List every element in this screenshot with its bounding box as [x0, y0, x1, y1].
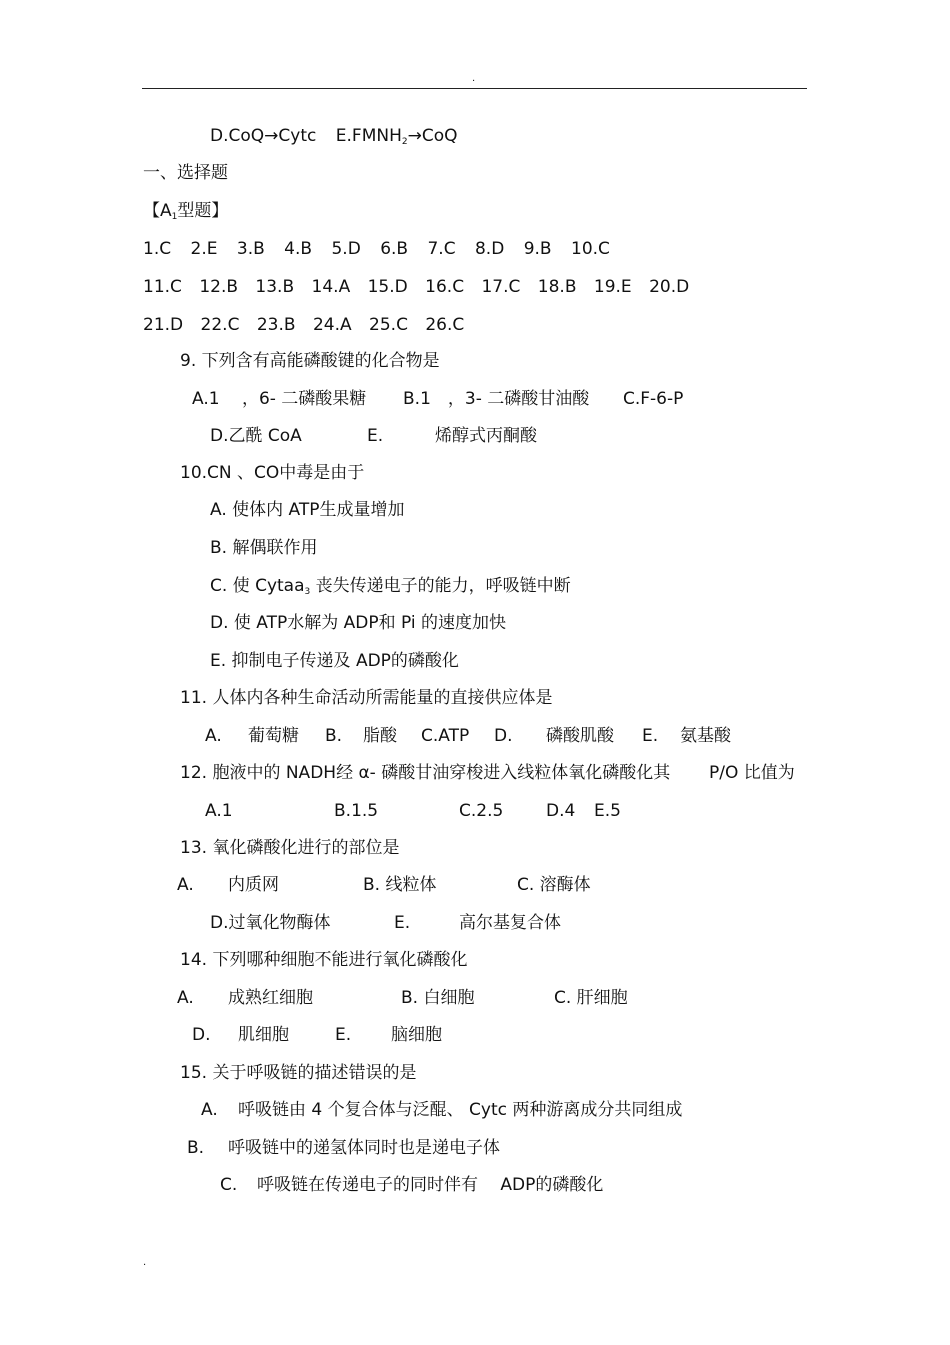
- header-dot: .: [472, 73, 476, 84]
- question-14-option-e-letter: E.: [335, 1025, 352, 1045]
- subsection-prefix: 【A: [143, 201, 172, 221]
- answer-row-2: [143, 276, 689, 298]
- answer: 24.A: [312, 315, 352, 335]
- answer: 25.C: [369, 315, 408, 335]
- question-9-option-d: D.乙酰 CoA: [210, 426, 302, 446]
- question-9-option-b: B.1 ，3- 二磷酸甘油酸: [403, 389, 590, 409]
- question-11-option-e: 氨基酸: [680, 726, 731, 746]
- answer: 8.D: [474, 239, 505, 259]
- question-9-stem: 9. 下列含有高能磷酸键的化合物是: [180, 351, 440, 371]
- top-options-line: [210, 125, 458, 153]
- option-d-target: Cytc: [278, 126, 317, 146]
- answer: 3.B: [236, 239, 265, 259]
- question-13-stem: 13. 氧化磷酸化进行的部位是: [180, 838, 400, 858]
- question-10-option-b: B. 解偶联作用: [210, 538, 318, 558]
- question-14-option-a: 成熟红细胞: [228, 988, 313, 1008]
- question-10-option-d: D. 使 ATP水解为 ADP和 Pi 的速度加快: [210, 613, 507, 633]
- question-12-stem-tail: P/O 比值为: [709, 763, 795, 783]
- answer: 5.D: [331, 239, 361, 259]
- question-11-option-e-letter: E.: [642, 726, 659, 746]
- question-12-option-d: D.4: [546, 801, 576, 821]
- question-15-option-a: 呼吸链由 4 个复合体与泛醌、 Cytc 两种游离成分共同组成: [238, 1100, 683, 1120]
- answer: 16.C: [425, 277, 465, 297]
- question-10-option-c-prefix: C. 使 Cytaa: [210, 576, 305, 596]
- question-11-stem: 11. 人体内各种生命活动所需能量的直接供应体是: [180, 688, 553, 708]
- answer: 14.A: [311, 277, 351, 297]
- question-14-option-e: 脑细胞: [391, 1025, 442, 1045]
- section-title: 一、选择题: [143, 163, 228, 183]
- question-10-option-a: A. 使体内 ATP生成量增加: [210, 500, 405, 520]
- question-14-option-b: B. 白细胞: [401, 988, 475, 1008]
- subsection-suffix: 型题】: [177, 201, 229, 221]
- subsection-subscript: 1: [171, 212, 178, 222]
- question-14-option-d: 肌细胞: [238, 1025, 289, 1045]
- question-13-option-e: 高尔基复合体: [459, 913, 561, 933]
- answer: 6.B: [380, 239, 409, 259]
- option-e-target: CoQ: [421, 126, 458, 146]
- question-12-option-e: E.5: [594, 801, 621, 821]
- question-12-option-a: A.1: [205, 801, 233, 821]
- subsection-title: [143, 200, 228, 228]
- question-12-option-b: B.1.5: [334, 801, 379, 821]
- question-11-option-d: 磷酸肌酸: [546, 726, 614, 746]
- answer: 4.B: [284, 239, 313, 259]
- answer: 12.B: [199, 277, 239, 297]
- question-9-option-a: A.1 ，6- 二磷酸果糖: [192, 389, 367, 409]
- question-13-option-c: C. 溶酶体: [517, 875, 591, 895]
- question-11-option-c: C.ATP: [421, 726, 470, 746]
- answer: 20.D: [649, 277, 690, 297]
- answer: 17.C: [481, 277, 521, 297]
- answer-row-3: [143, 314, 464, 336]
- arrow-icon: →: [264, 126, 279, 146]
- question-14-option-a-letter: A.: [177, 988, 194, 1008]
- answer: 10.C: [571, 239, 610, 259]
- question-12-option-c: C.2.5: [459, 801, 504, 821]
- question-12-stem: 12. 胞液中的 NADH经 α- 磷酸甘油穿梭进入线粒体氧化磷酸化其: [180, 763, 671, 783]
- question-11-option-a: 葡萄糖: [248, 726, 299, 746]
- answer: 1.C: [143, 239, 172, 259]
- arrow-icon: →: [407, 126, 422, 146]
- answer: 13.B: [255, 277, 295, 297]
- question-14-option-c: C. 肝细胞: [554, 988, 628, 1008]
- answer: 23.B: [256, 315, 296, 335]
- question-13-option-e-letter: E.: [394, 913, 411, 933]
- answer: 19.E: [593, 277, 632, 297]
- question-13-option-a: 内质网: [228, 875, 279, 895]
- question-13-option-b: B. 线粒体: [363, 875, 437, 895]
- question-15-stem: 15. 关于呼吸链的描述错误的是: [180, 1063, 417, 1083]
- answer: 18.B: [537, 277, 577, 297]
- answer: 21.D: [143, 315, 184, 335]
- question-10-option-c: [210, 575, 571, 603]
- header-rule: [142, 88, 807, 89]
- option-d: D.CoQ: [210, 126, 265, 146]
- question-10-option-e: E. 抑制电子传递及 ADP的磷酸化: [210, 651, 459, 671]
- question-15-option-c: 呼吸链在传递电子的同时伴有 ADP的磷酸化: [257, 1175, 604, 1195]
- answer: 26.C: [425, 315, 465, 335]
- answer: 11.C: [143, 277, 182, 297]
- question-13-option-d: D.过氧化物酶体: [210, 913, 331, 933]
- question-14-option-d-letter: D.: [192, 1025, 211, 1045]
- question-14-stem: 14. 下列哪种细胞不能进行氧化磷酸化: [180, 950, 468, 970]
- footer-dot: .: [143, 1257, 147, 1268]
- answer: 9.B: [523, 239, 552, 259]
- question-11-option-d-letter: D.: [494, 726, 513, 746]
- question-10-stem: 10.CN 、CO中毒是由于: [180, 463, 365, 483]
- answer: 2.E: [190, 239, 218, 259]
- question-15-option-b: 呼吸链中的递氢体同时也是递电子体: [228, 1138, 500, 1158]
- question-15-option-c-letter: C.: [220, 1175, 238, 1195]
- question-15-option-a-letter: A.: [201, 1100, 218, 1120]
- question-9-option-e-letter: E.: [367, 426, 384, 446]
- question-10-option-c-subscript: 3: [304, 587, 311, 597]
- question-15-option-b-letter: B.: [187, 1138, 205, 1158]
- question-10-option-c-suffix: 丧失传递电子的能力，呼吸链中断: [310, 576, 571, 596]
- question-9-option-e: 烯醇式丙酮酸: [435, 426, 537, 446]
- option-e: E.FMNH: [335, 126, 402, 146]
- question-13-option-a-letter: A.: [177, 875, 194, 895]
- question-11-option-b-letter: B.: [325, 726, 343, 746]
- question-11-option-a-letter: A.: [205, 726, 222, 746]
- option-e-subscript: 2: [401, 137, 408, 147]
- answer: 7.C: [427, 239, 456, 259]
- question-9-option-c: C.F-6-P: [623, 389, 684, 409]
- answer: 15.D: [367, 277, 408, 297]
- answer: 22.C: [200, 315, 240, 335]
- question-11-option-b: 脂酸: [363, 726, 397, 746]
- answer-row-1: [143, 238, 610, 260]
